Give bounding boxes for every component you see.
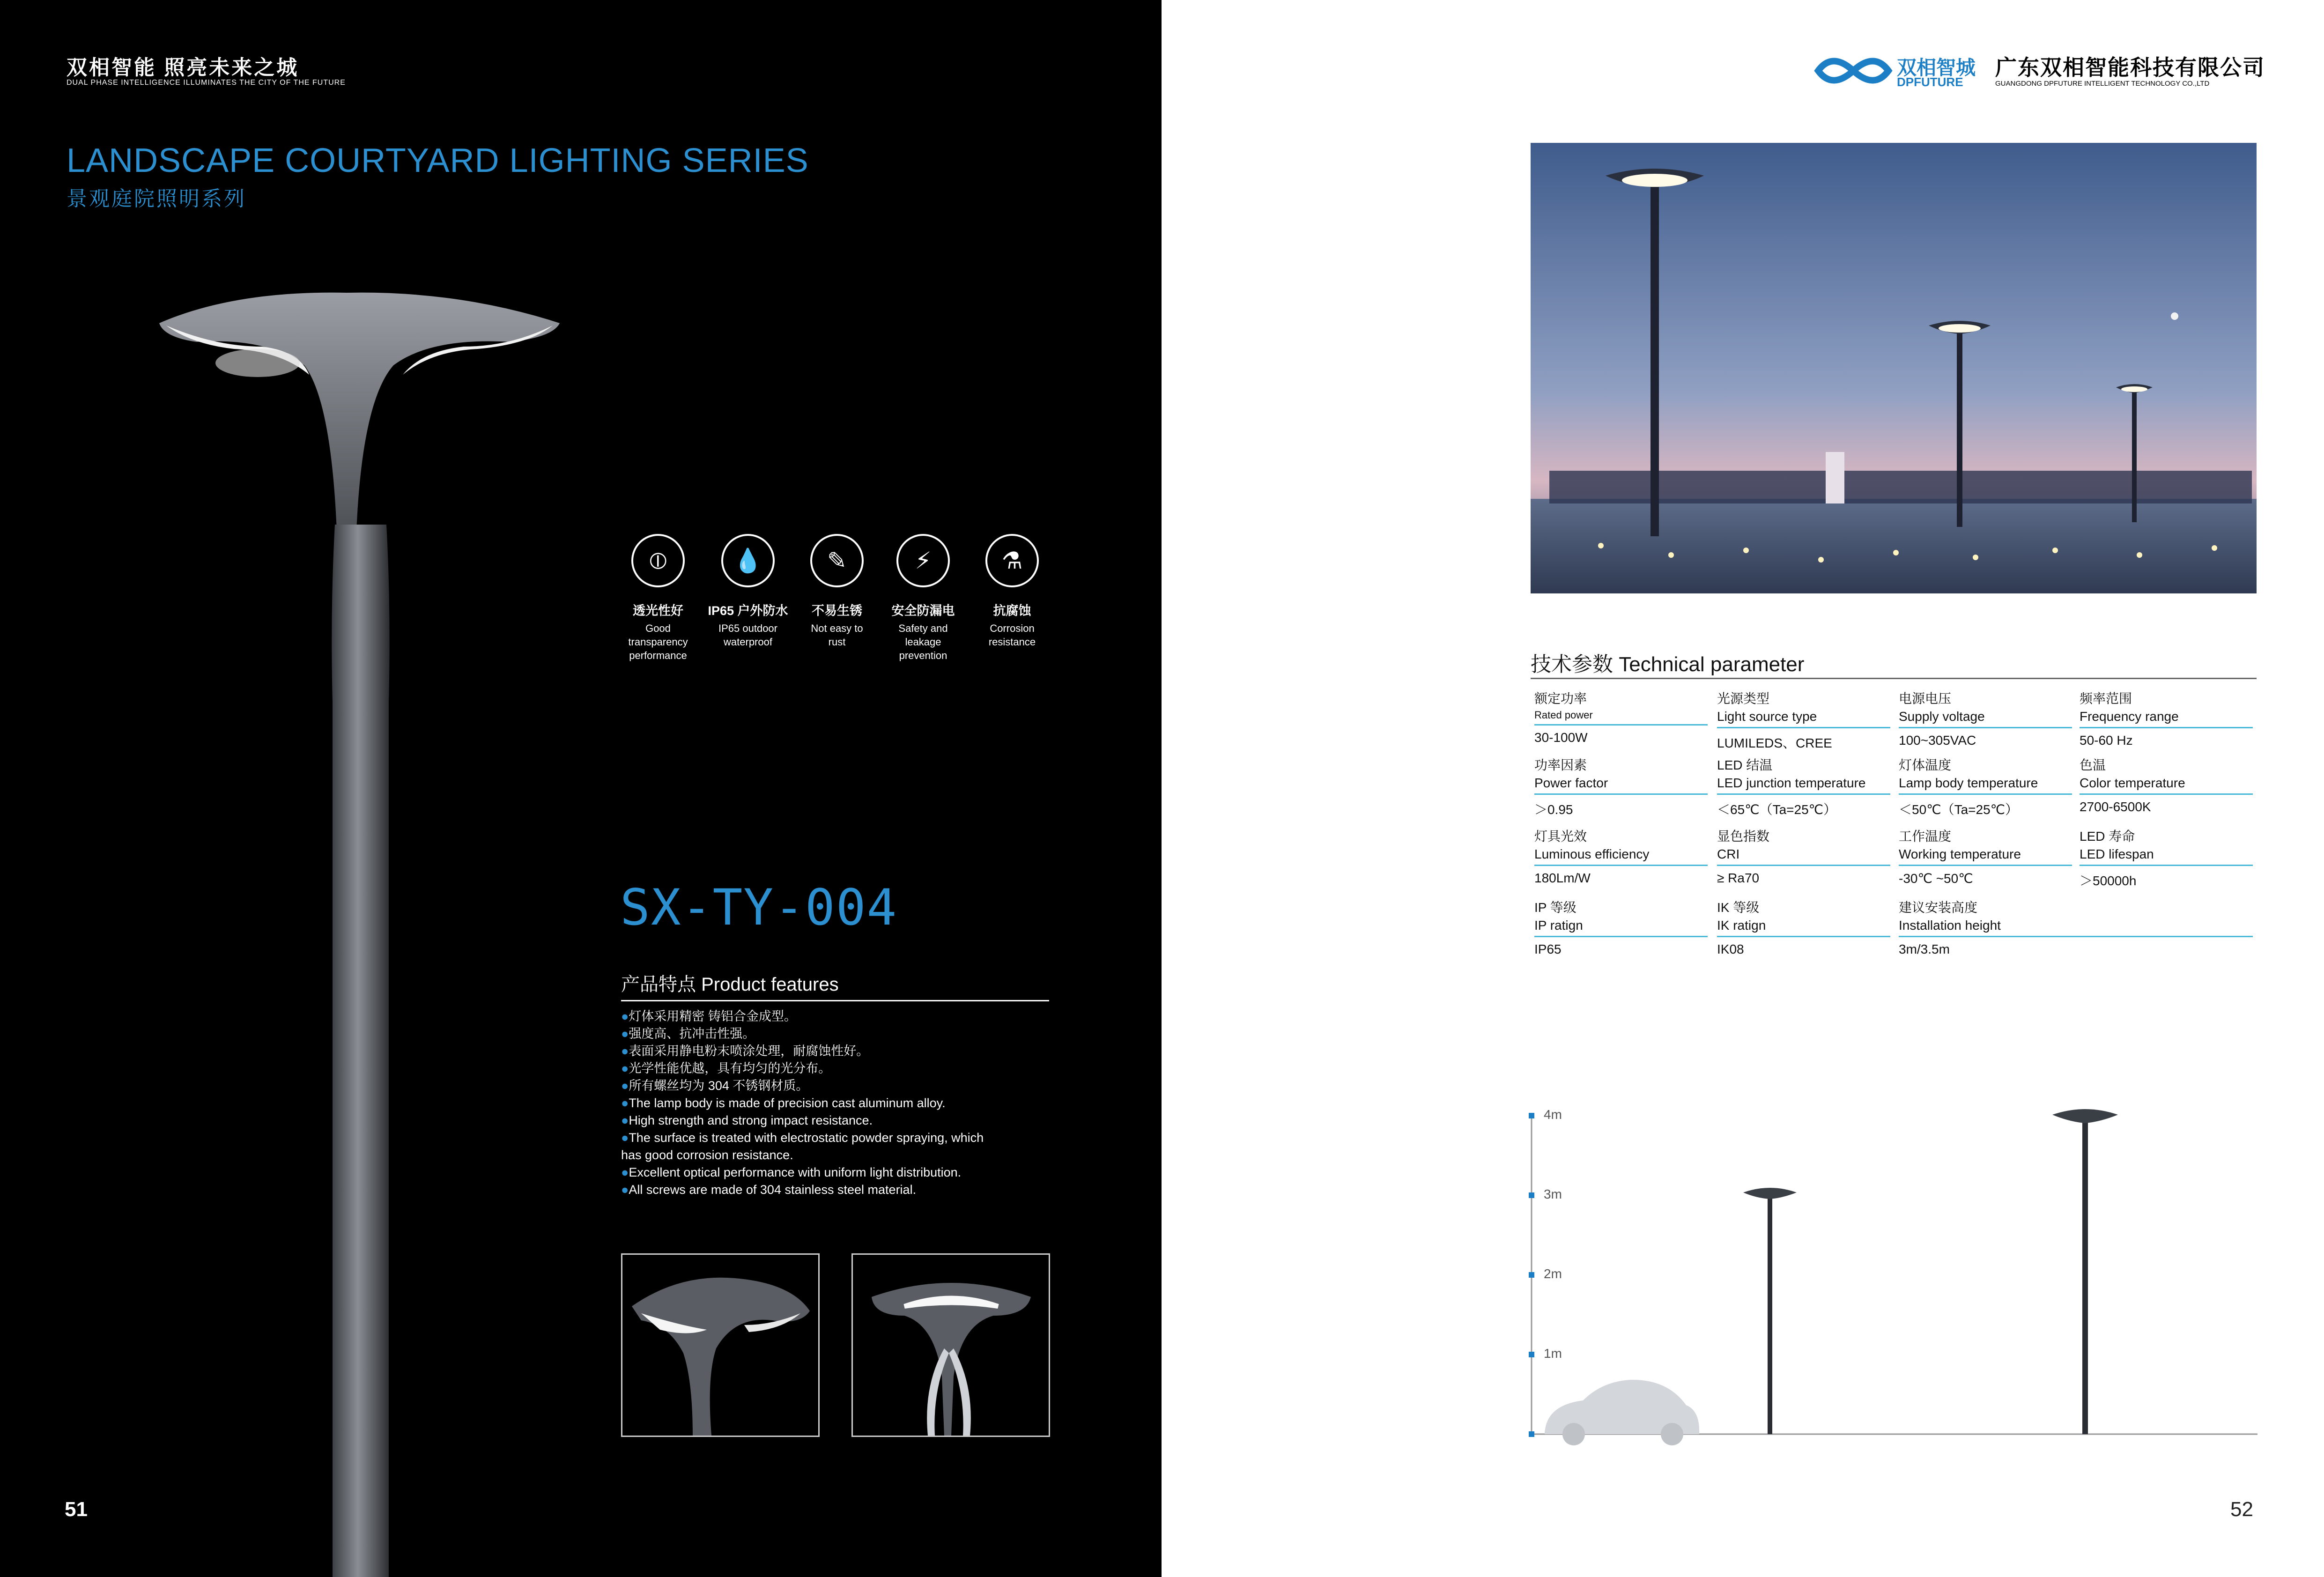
detail-thumbnail-front (851, 1253, 1050, 1437)
brush-icon: ✎ (810, 534, 864, 587)
param-value: 2700-6500K (2080, 800, 2151, 814)
list-item: ●All screws are made of 304 stainless steel material. (621, 1183, 917, 1197)
technical-parameter-title: 技术参数 Technical parameter (1531, 653, 1805, 676)
brand-slogan-cn: 双相智能 照亮未来之城 (67, 56, 299, 79)
lamp-3m (1768, 1194, 1772, 1434)
brand-slogan-en: DUAL PHASE INTELLIGENCE ILLUMINATES THE CITY OF THE FUTURE (67, 79, 346, 87)
feature-desc-line: prevention (899, 650, 947, 661)
scale-tick (1529, 1431, 1534, 1437)
model-number: SX-TY-004 (620, 879, 898, 936)
feature-desc-line: Corrosion (990, 622, 1035, 634)
scale-tick (1529, 1192, 1534, 1198)
shield-bolt-icon: ⚡ (896, 534, 950, 587)
param-divider (1534, 865, 1708, 866)
param-label-en: Frequency range (2080, 709, 2179, 724)
param-label-cn: 灯具光效 (1534, 829, 1587, 844)
param-label-cn: 电源电压 (1899, 691, 1952, 706)
param-value: ＞50000h (2080, 874, 2137, 888)
param-label-en: Light source type (1717, 709, 1817, 724)
scale-tick (1529, 1352, 1534, 1357)
scale-tick (1529, 1272, 1534, 1278)
param-value: ＜65℃（Ta=25℃） (1717, 802, 1837, 817)
param-divider (1717, 865, 1890, 866)
feature-desc (703, 622, 792, 649)
feature-desc-line: performance (629, 650, 687, 661)
param-rated-power (1534, 689, 1708, 745)
param-led-junction (1717, 755, 1890, 818)
param-divider (1899, 936, 2253, 937)
lamp-detail-front-image (853, 1255, 1049, 1436)
param-divider (1899, 793, 2072, 795)
param-lamp-body-temp (1899, 755, 2072, 818)
param-value: LUMILEDS、CREE (1717, 736, 1832, 750)
param-label-en: LED lifespan (2080, 847, 2154, 861)
installation-scene-photo (1531, 143, 2257, 593)
param-label-cn: IK 等级 (1717, 900, 1760, 915)
param-label-en: Rated power (1534, 709, 1593, 721)
lamp-product-image (141, 281, 590, 1577)
param-value: 180Lm/W (1534, 871, 1591, 885)
param-ip-rating (1534, 897, 1708, 957)
param-light-source (1717, 689, 1890, 752)
list-item: has good corrosion resistance. (621, 1148, 793, 1162)
param-divider (1534, 936, 1708, 937)
param-led-lifespan (2080, 826, 2253, 889)
scale-label-3m: 3m (1544, 1187, 1562, 1201)
page-number: 51 (65, 1498, 88, 1521)
param-color-temp (2080, 755, 2253, 814)
divider (1531, 678, 2257, 679)
param-label-en: Working temperature (1899, 847, 2021, 861)
logo-brand-en: DPFUTURE (1897, 75, 1963, 89)
param-label-cn: 显色指数 (1717, 829, 1770, 844)
param-working-temp (1899, 826, 2072, 886)
list-item: ●灯体采用精密 铸铝合金成型。 (621, 1009, 797, 1023)
param-label-en: Installation height (1899, 918, 2001, 933)
param-divider (1899, 727, 2072, 728)
param-installation-height (1899, 897, 2253, 957)
param-divider (2080, 727, 2253, 728)
param-power-factor (1534, 755, 1708, 818)
param-value: 100~305VAC (1899, 733, 1976, 748)
param-divider (1717, 936, 1890, 937)
param-label-cn: LED 结温 (1717, 758, 1773, 772)
series-title-en: LANDSCAPE COURTYARD LIGHTING SERIES (67, 142, 809, 179)
param-label-cn: 功率因素 (1534, 758, 1587, 772)
feature-desc-line: IP65 outdoor (718, 622, 777, 634)
param-label-cn: 灯体温度 (1899, 758, 1952, 772)
param-value: ＞0.95 (1534, 802, 1573, 817)
param-supply-voltage (1899, 689, 2072, 748)
param-label-en: Supply voltage (1899, 709, 1985, 724)
scale-label-4m: 4m (1544, 1107, 1562, 1122)
corrosion-icon: ⚗ (985, 534, 1039, 587)
feature-desc (968, 622, 1057, 649)
param-label-en: Luminous efficiency (1534, 847, 1650, 861)
feature-desc-line: Good (645, 622, 671, 634)
param-label-cn: 频率范围 (2080, 691, 2132, 706)
feature-desc (792, 622, 881, 649)
lamp-3-5m (2082, 1118, 2088, 1434)
feature-transparency (614, 534, 703, 662)
page-number: 52 (2230, 1498, 2253, 1521)
list-item: ●表面采用静电粉末喷涂处理，耐腐蚀性好。 (621, 1044, 869, 1058)
height-scale-diagram (1527, 1096, 2257, 1452)
param-value: ≥ Ra70 (1717, 871, 1760, 885)
param-value: 50-60 Hz (2080, 733, 2133, 748)
param-frequency (2080, 689, 2253, 748)
param-label-en: Lamp body temperature (1899, 776, 2038, 790)
param-label-cn: 光源类型 (1717, 691, 1770, 706)
right-page (1162, 0, 2324, 1577)
feature-desc-line: Not easy to (811, 622, 863, 634)
param-label-cn: 建议安装高度 (1899, 900, 1978, 915)
company-logo-icon (1813, 52, 1893, 90)
feature-desc-line: resistance (988, 636, 1036, 648)
feature-title: 抗腐蚀 (993, 604, 1031, 618)
feature-title: 透光性好 (633, 604, 683, 618)
param-divider (1534, 724, 1708, 726)
feature-desc-line: transparency (628, 636, 688, 648)
scale-label-2m: 2m (1544, 1266, 1562, 1281)
param-value: -30℃ ~50℃ (1899, 871, 1973, 886)
feature-desc (614, 622, 703, 662)
divider (621, 1000, 1049, 1001)
param-luminous-efficiency (1534, 826, 1708, 886)
lens-icon: ⦶ (631, 534, 685, 587)
param-value: IK08 (1717, 942, 1744, 956)
list-item: ●强度高、抗冲击性强。 (621, 1027, 755, 1041)
param-label-cn: LED 寿命 (2080, 829, 2135, 844)
param-divider (1899, 865, 2072, 866)
list-item: ●The surface is treated with electrostatic powder spraying, which (621, 1131, 984, 1145)
param-label-en: Power factor (1534, 776, 1608, 790)
param-cri (1717, 826, 1890, 886)
logo-brand-cn: 双相智城 (1897, 57, 1976, 79)
param-divider (1717, 727, 1890, 728)
company-name-cn: 广东双相智能科技有限公司 (1995, 55, 2265, 80)
param-label-cn: IP 等级 (1534, 900, 1576, 915)
feature-desc-line: waterproof (724, 636, 772, 648)
param-label-cn: 工作温度 (1899, 829, 1952, 844)
lamp-detail-side-image (622, 1255, 818, 1436)
feature-title: 不易生锈 (812, 604, 862, 618)
param-label-en: CRI (1717, 847, 1740, 861)
param-value: ＜50℃（Ta=25℃） (1899, 802, 2019, 817)
list-item: ●Excellent optical performance with uniform light distribution. (621, 1165, 962, 1179)
param-divider (1717, 793, 1890, 795)
feature-desc-line: Safety and (898, 622, 948, 634)
water-drop-icon: 💧 (721, 534, 775, 587)
feature-waterproof (703, 534, 792, 649)
param-label-en: IP ratign (1534, 918, 1583, 933)
list-item: ●所有螺丝均为 304 不锈钢材质。 (621, 1079, 809, 1093)
list-item: ●The lamp body is made of precision cast aluminum alloy. (621, 1096, 946, 1110)
param-label-en: LED junction temperature (1717, 776, 1866, 790)
param-label-en: IK ratign (1717, 918, 1766, 933)
product-features-title: 产品特点 Product features (621, 974, 839, 995)
product-features-list (621, 1008, 1057, 1199)
scale-label-1m: 1m (1544, 1346, 1562, 1361)
feature-desc (879, 622, 968, 662)
param-ik-rating (1717, 897, 1890, 957)
scale-tick (1529, 1113, 1534, 1118)
company-name-en: GUANGDONG DPFUTURE INTELLIGENT TECHNOLOGY CO.,LTD (1995, 80, 2210, 88)
list-item: ●High strength and strong impact resistance. (621, 1113, 873, 1127)
param-value: 30-100W (1534, 730, 1588, 745)
param-label-en: Color temperature (2080, 776, 2185, 790)
feature-desc-line: rust (828, 636, 846, 648)
feature-corrosion (968, 534, 1057, 649)
param-divider (1534, 793, 1708, 795)
param-label-cn: 额定功率 (1534, 691, 1587, 706)
param-divider (2080, 793, 2253, 795)
param-label-cn: 色温 (2080, 758, 2106, 772)
param-divider (2080, 865, 2253, 866)
feature-title: 安全防漏电 (891, 604, 955, 618)
param-value: 3m/3.5m (1899, 942, 1950, 956)
list-item: ●光学性能优越，具有均匀的光分布。 (621, 1061, 831, 1075)
feature-desc-line: leakage (905, 636, 941, 648)
series-title-cn: 景观庭院照明系列 (67, 187, 246, 210)
param-value: IP65 (1534, 942, 1562, 956)
detail-thumbnail-side (621, 1253, 820, 1437)
feature-rust (792, 534, 881, 649)
feature-safety (879, 534, 968, 662)
feature-title: IP65 户外防水 (708, 604, 788, 618)
